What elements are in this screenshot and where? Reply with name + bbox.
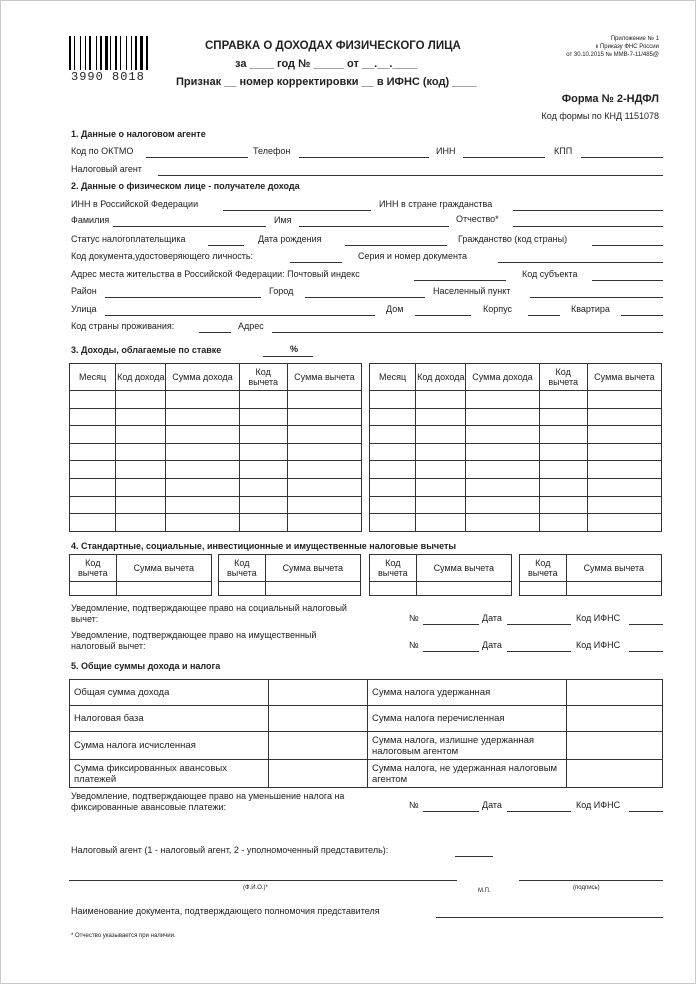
income-cell[interactable] [116,461,166,479]
barcode-bar [115,36,117,70]
income-cell[interactable] [70,443,116,461]
footnote: * Отчество указывается при наличии. [71,933,176,939]
income-row [70,496,362,514]
income-cell[interactable] [416,478,466,496]
deduction-col-header: Код вычета [70,555,117,582]
section4-title: 4. Стандартные, социальные, инвестиционные и имущественные налоговые вычеты [71,541,457,551]
totals-label: Налоговая база [70,706,269,732]
income-cell[interactable] [116,514,166,532]
income-col-header: Месяц [70,364,116,391]
totals-label: Сумма налога, не удержанная налоговым агентом [368,760,567,788]
income-cell[interactable] [587,408,661,426]
deduction-cell[interactable] [416,582,511,596]
income-cell[interactable] [70,461,116,479]
deduction-cell[interactable] [116,582,211,596]
notice-reduce-num-label: № [409,800,419,810]
field-doc-series[interactable] [498,262,663,263]
field-reduce-date[interactable] [507,811,571,812]
income-row [70,391,362,409]
income-row [70,514,362,532]
income-cell[interactable] [370,478,416,496]
barcode-bar [87,36,88,70]
income-row [370,514,662,532]
deduction-col-header: Сумма вычета [116,555,211,582]
label-building: Корпус [483,304,513,314]
barcode-bar [76,36,79,70]
barcode-bar [128,36,130,70]
income-cell[interactable] [239,461,287,479]
label-status: Статус налогоплательщика [71,234,186,244]
barcode-bar [82,36,84,70]
income-cell[interactable] [539,461,587,479]
notice-reduce: Уведомление, подтверждающее право на уменьшение налога на фиксированные авансовые платежи: [71,791,345,812]
label-oktmo: Код по ОКТМО [71,146,134,156]
barcode-bar [98,36,99,70]
income-cell[interactable] [370,426,416,444]
income-cell[interactable] [370,443,416,461]
deduction-table-3 [369,554,512,596]
income-row [370,391,662,409]
field-doc-code[interactable] [290,262,342,263]
income-cell[interactable] [370,514,416,532]
field-property-date[interactable] [507,651,571,652]
label-city: Город [269,286,294,296]
field-property-ifns[interactable] [629,651,663,652]
income-col-header: Код вычета [539,364,587,391]
totals-value-cell[interactable] [567,680,663,706]
barcode-bar [85,36,86,70]
totals-label: Общая сумма дохода [70,680,269,706]
field-social-date[interactable] [507,624,571,625]
income-cell[interactable] [466,478,539,496]
income-row [370,478,662,496]
notice-social-ifns-label: Код ИФНС [576,613,621,623]
barcode-bar [112,36,114,70]
field-surname[interactable] [113,226,266,227]
income-cell[interactable] [287,478,361,496]
field-street[interactable] [105,315,375,316]
notice-social-date-label: Дата [482,613,502,623]
deduction-cell[interactable] [370,582,417,596]
barcode-bar [122,36,125,70]
deduction-cell[interactable] [70,582,117,596]
barcode-bar [126,36,127,70]
income-cell[interactable] [466,514,539,532]
income-col-header: Сумма вычета [287,364,361,391]
income-col-header: Сумма дохода [166,364,239,391]
label-patronymic: Отчество* [456,214,499,224]
income-cell[interactable] [587,461,661,479]
income-cell[interactable] [116,443,166,461]
barcode-number: 3990 8018 [71,70,145,84]
title-line-year: за ____ год № _____ от __.__.____ [235,58,417,70]
income-cell[interactable] [166,514,239,532]
barcode-bar [69,36,71,70]
field-inn-country[interactable] [513,210,663,211]
barcode-bar [149,36,150,70]
label-address: Адрес [238,321,264,331]
income-cell[interactable] [539,443,587,461]
income-cell[interactable] [587,426,661,444]
income-row [370,408,662,426]
label-doc-series: Серия и номер документа [358,251,467,261]
notice-property-num-label: № [409,640,419,650]
fio-caption: (Ф.И.О.)* [243,885,268,891]
doc-name-label: Наименование документа, подтверждающего полномочия представителя [71,906,380,916]
barcode-bar [138,36,139,70]
barcode-bar [100,36,102,70]
income-cell[interactable] [166,478,239,496]
notice-social: Уведомление, подтверждающее право на социальный налоговый вычет: [71,603,347,624]
deduction-col-header: Код вычета [520,555,567,582]
field-address[interactable] [272,332,663,333]
income-cell[interactable] [239,496,287,514]
section2-title: 2. Данные о физическом лице - получателе дохода [71,181,300,191]
label-citizenship: Гражданство (код страны) [458,234,568,244]
income-col-header: Месяц [370,364,416,391]
income-cell[interactable] [116,408,166,426]
barcode-bar [133,36,134,70]
income-cell[interactable] [239,408,287,426]
field-agent-inn[interactable] [463,157,545,158]
barcode-bar [110,36,111,70]
income-cell[interactable] [166,426,239,444]
notice-reduce-ifns-label: Код ИФНС [576,800,621,810]
income-col-header: Сумма вычета [587,364,661,391]
label-birthdate: Дата рождения [258,234,322,244]
income-cell[interactable] [287,443,361,461]
label-street: Улица [71,304,97,314]
income-cell[interactable] [539,391,587,409]
field-phone[interactable] [299,157,429,158]
notice-reduce-date-label: Дата [482,800,502,810]
notice-property: Уведомление, подтверждающее право на имущественный налоговый вычет: [71,630,317,651]
income-cell[interactable] [239,478,287,496]
income-cell[interactable] [539,426,587,444]
income-cell[interactable] [287,408,361,426]
totals-value-cell[interactable] [567,760,663,788]
field-country-code[interactable] [199,332,231,333]
deduction-cell[interactable] [520,582,567,596]
income-cell[interactable] [287,461,361,479]
income-cell[interactable] [466,461,539,479]
barcode-bar [118,36,119,70]
income-cell[interactable] [370,461,416,479]
percent-sign: % [290,344,299,354]
field-social-num[interactable] [423,624,479,625]
income-row [370,461,662,479]
title-line-correction: Признак __ номер корректировки __ в ИФНС (код) ____ [176,76,477,88]
income-row [70,461,362,479]
income-cell[interactable] [116,496,166,514]
deduction-col-header: Код вычета [370,555,417,582]
income-cell[interactable] [287,514,361,532]
totals-label: Сумма налога удержанная [368,680,567,706]
barcode-bar [89,36,91,70]
label-inn-country: ИНН в стране гражданства [379,199,493,209]
field-reduce-ifns[interactable] [629,811,663,812]
label-phone: Телефон [253,146,291,156]
field-name[interactable] [299,226,449,227]
field-agent[interactable] [158,175,663,176]
barcode-bar [96,36,97,70]
income-cell[interactable] [70,408,116,426]
income-cell[interactable] [539,478,587,496]
label-apartment: Квартира [571,304,610,314]
totals-value-cell[interactable] [567,706,663,732]
income-cell[interactable] [166,391,239,409]
signature-caption: (подпись) [573,885,600,891]
income-cell[interactable] [239,426,287,444]
deduction-table-1 [69,554,212,596]
income-cell[interactable] [70,391,116,409]
field-house[interactable] [415,315,471,316]
income-cell[interactable] [287,426,361,444]
label-locality: Населенный пункт [433,286,511,296]
income-table-right [369,363,662,532]
totals-value-cell[interactable] [269,706,368,732]
deduction-col-header: Сумма вычета [416,555,511,582]
income-cell[interactable] [416,514,466,532]
income-cell[interactable] [287,496,361,514]
income-cell[interactable] [370,496,416,514]
totals-label: Сумма налога, излишне удержанная налоговым агентом [368,732,567,760]
income-cell[interactable] [587,391,661,409]
income-cell[interactable] [539,408,587,426]
field-signature[interactable] [519,880,663,881]
field-reduce-num[interactable] [423,811,479,812]
income-cell[interactable] [116,426,166,444]
barcode-bar [135,36,137,70]
appendix-line-3: от 30.10.2015 № ММВ-7-11/485@ [566,52,659,58]
income-cell[interactable] [466,443,539,461]
barcode-bar [92,36,95,70]
income-row [70,443,362,461]
deduction-cell[interactable] [566,582,661,596]
income-cell[interactable] [416,426,466,444]
income-col-header: Код вычета [239,364,287,391]
barcode-bar [140,36,143,70]
field-agent-type[interactable] [455,856,493,857]
field-apartment[interactable] [621,315,663,316]
field-region-code[interactable] [592,280,663,281]
notice-social-num-label: № [409,613,419,623]
field-birthdate[interactable] [345,245,447,246]
label-inn-rf: ИНН в Российской Федерации [71,199,199,209]
income-cell[interactable] [166,496,239,514]
totals-table [69,679,663,788]
field-status[interactable] [208,245,244,246]
label-district: Район [71,286,97,296]
income-row [70,478,362,496]
totals-label: Сумма налога исчисленная [70,732,269,760]
income-cell[interactable] [166,461,239,479]
field-rate[interactable] [263,356,313,357]
deduction-table-4 [519,554,662,596]
label-agent: Налоговый агент [71,164,142,174]
barcode [69,36,151,70]
barcode-bar [109,36,110,70]
label-name: Имя [274,215,292,225]
income-cell[interactable] [539,496,587,514]
field-social-ifns[interactable] [629,624,663,625]
barcode-bar [105,36,108,70]
appendix-line-1: Приложение № 1 [610,36,659,42]
totals-label: Сумма налога перечисленная [368,706,567,732]
totals-value-cell[interactable] [269,680,368,706]
field-postcode[interactable] [414,280,506,281]
totals-value-cell[interactable] [269,760,368,788]
income-cell[interactable] [116,391,166,409]
income-row [370,496,662,514]
form-title: Форма № 2-НДФЛ [561,93,659,105]
income-cell[interactable] [239,514,287,532]
barcode-bar [131,36,132,70]
field-locality[interactable] [530,297,663,298]
income-cell[interactable] [116,478,166,496]
income-cell[interactable] [416,496,466,514]
income-cell[interactable] [466,391,539,409]
label-region-code: Код субъекта [522,269,578,279]
label-surname: Фамилия [71,215,110,225]
barcode-bar [80,36,81,70]
field-citizenship[interactable] [592,245,663,246]
barcode-bar [72,36,73,70]
income-cell[interactable] [416,443,466,461]
notice-property-date-label: Дата [482,640,502,650]
barcode-bar [74,36,75,70]
totals-value-cell[interactable] [567,732,663,760]
income-col-header: Сумма дохода [466,364,539,391]
label-house: Дом [386,304,404,314]
income-cell[interactable] [539,514,587,532]
field-oktmo[interactable] [146,157,248,158]
income-row [70,408,362,426]
income-cell[interactable] [466,408,539,426]
label-agent-inn: ИНН [436,146,456,156]
field-inn-rf[interactable] [223,210,371,211]
totals-value-cell[interactable] [269,732,368,760]
income-cell[interactable] [416,408,466,426]
deduction-cell[interactable] [219,582,266,596]
barcode-bar [120,36,121,70]
income-cell[interactable] [370,408,416,426]
field-kpp[interactable] [581,157,663,158]
income-cell[interactable] [287,391,361,409]
barcode-bar [146,36,148,70]
field-building[interactable] [528,315,560,316]
label-address-rf: Адрес места жительства в Российской Федерации: Почтовый индекс [71,269,360,279]
stamp-caption: М.П. [478,888,491,894]
label-kpp: КПП [554,146,573,156]
income-cell[interactable] [239,391,287,409]
income-cell[interactable] [416,391,466,409]
deduction-cell[interactable] [265,582,360,596]
field-fio[interactable] [69,880,457,881]
barcode-bar [103,36,104,70]
field-doc-name[interactable] [436,917,663,918]
field-patronymic[interactable] [513,226,663,227]
income-cell[interactable] [587,496,661,514]
agent-type-label: Налоговый агент (1 - налоговый агент, 2 - уполномоченный представитель): [71,845,389,855]
income-cell[interactable] [70,514,116,532]
section3-title: 3. Доходы, облагаемые по ставке [71,345,222,355]
field-district[interactable] [105,297,261,298]
income-cell[interactable] [587,443,661,461]
income-col-header: Код дохода [416,364,466,391]
section1-title: 1. Данные о налоговом агенте [71,129,206,139]
barcode-bar [144,36,145,70]
deduction-col-header: Сумма вычета [566,555,661,582]
income-table-left [69,363,362,532]
income-cell[interactable] [370,391,416,409]
income-cell[interactable] [70,478,116,496]
income-row [370,443,662,461]
form-code: Код формы по КНД 1151078 [541,111,659,121]
income-cell[interactable] [466,496,539,514]
field-property-num[interactable] [423,651,479,652]
appendix-line-2: к Приказу ФНС России [595,44,659,50]
income-cell[interactable] [166,408,239,426]
income-cell[interactable] [239,443,287,461]
deduction-col-header: Код вычета [219,555,266,582]
deduction-table-2 [218,554,361,596]
income-cell[interactable] [587,514,661,532]
income-col-header: Код дохода [116,364,166,391]
label-country-code: Код страны проживания: [71,321,175,331]
income-cell[interactable] [416,461,466,479]
income-cell[interactable] [70,496,116,514]
deduction-col-header: Сумма вычета [265,555,360,582]
totals-label: Сумма фиксированных авансовых платежей [70,760,269,788]
income-cell[interactable] [466,426,539,444]
notice-property-ifns-label: Код ИФНС [576,640,621,650]
field-city[interactable] [305,297,425,298]
income-cell[interactable] [587,478,661,496]
income-row [70,426,362,444]
label-doc-code: Код документа,удостоверяющего личность: [71,251,254,261]
section5-title: 5. Общие суммы дохода и налога [71,661,221,671]
income-row [370,426,662,444]
income-cell[interactable] [70,426,116,444]
income-cell[interactable] [166,443,239,461]
page-title: СПРАВКА О ДОХОДАХ ФИЗИЧЕСКОГО ЛИЦА [205,40,461,52]
